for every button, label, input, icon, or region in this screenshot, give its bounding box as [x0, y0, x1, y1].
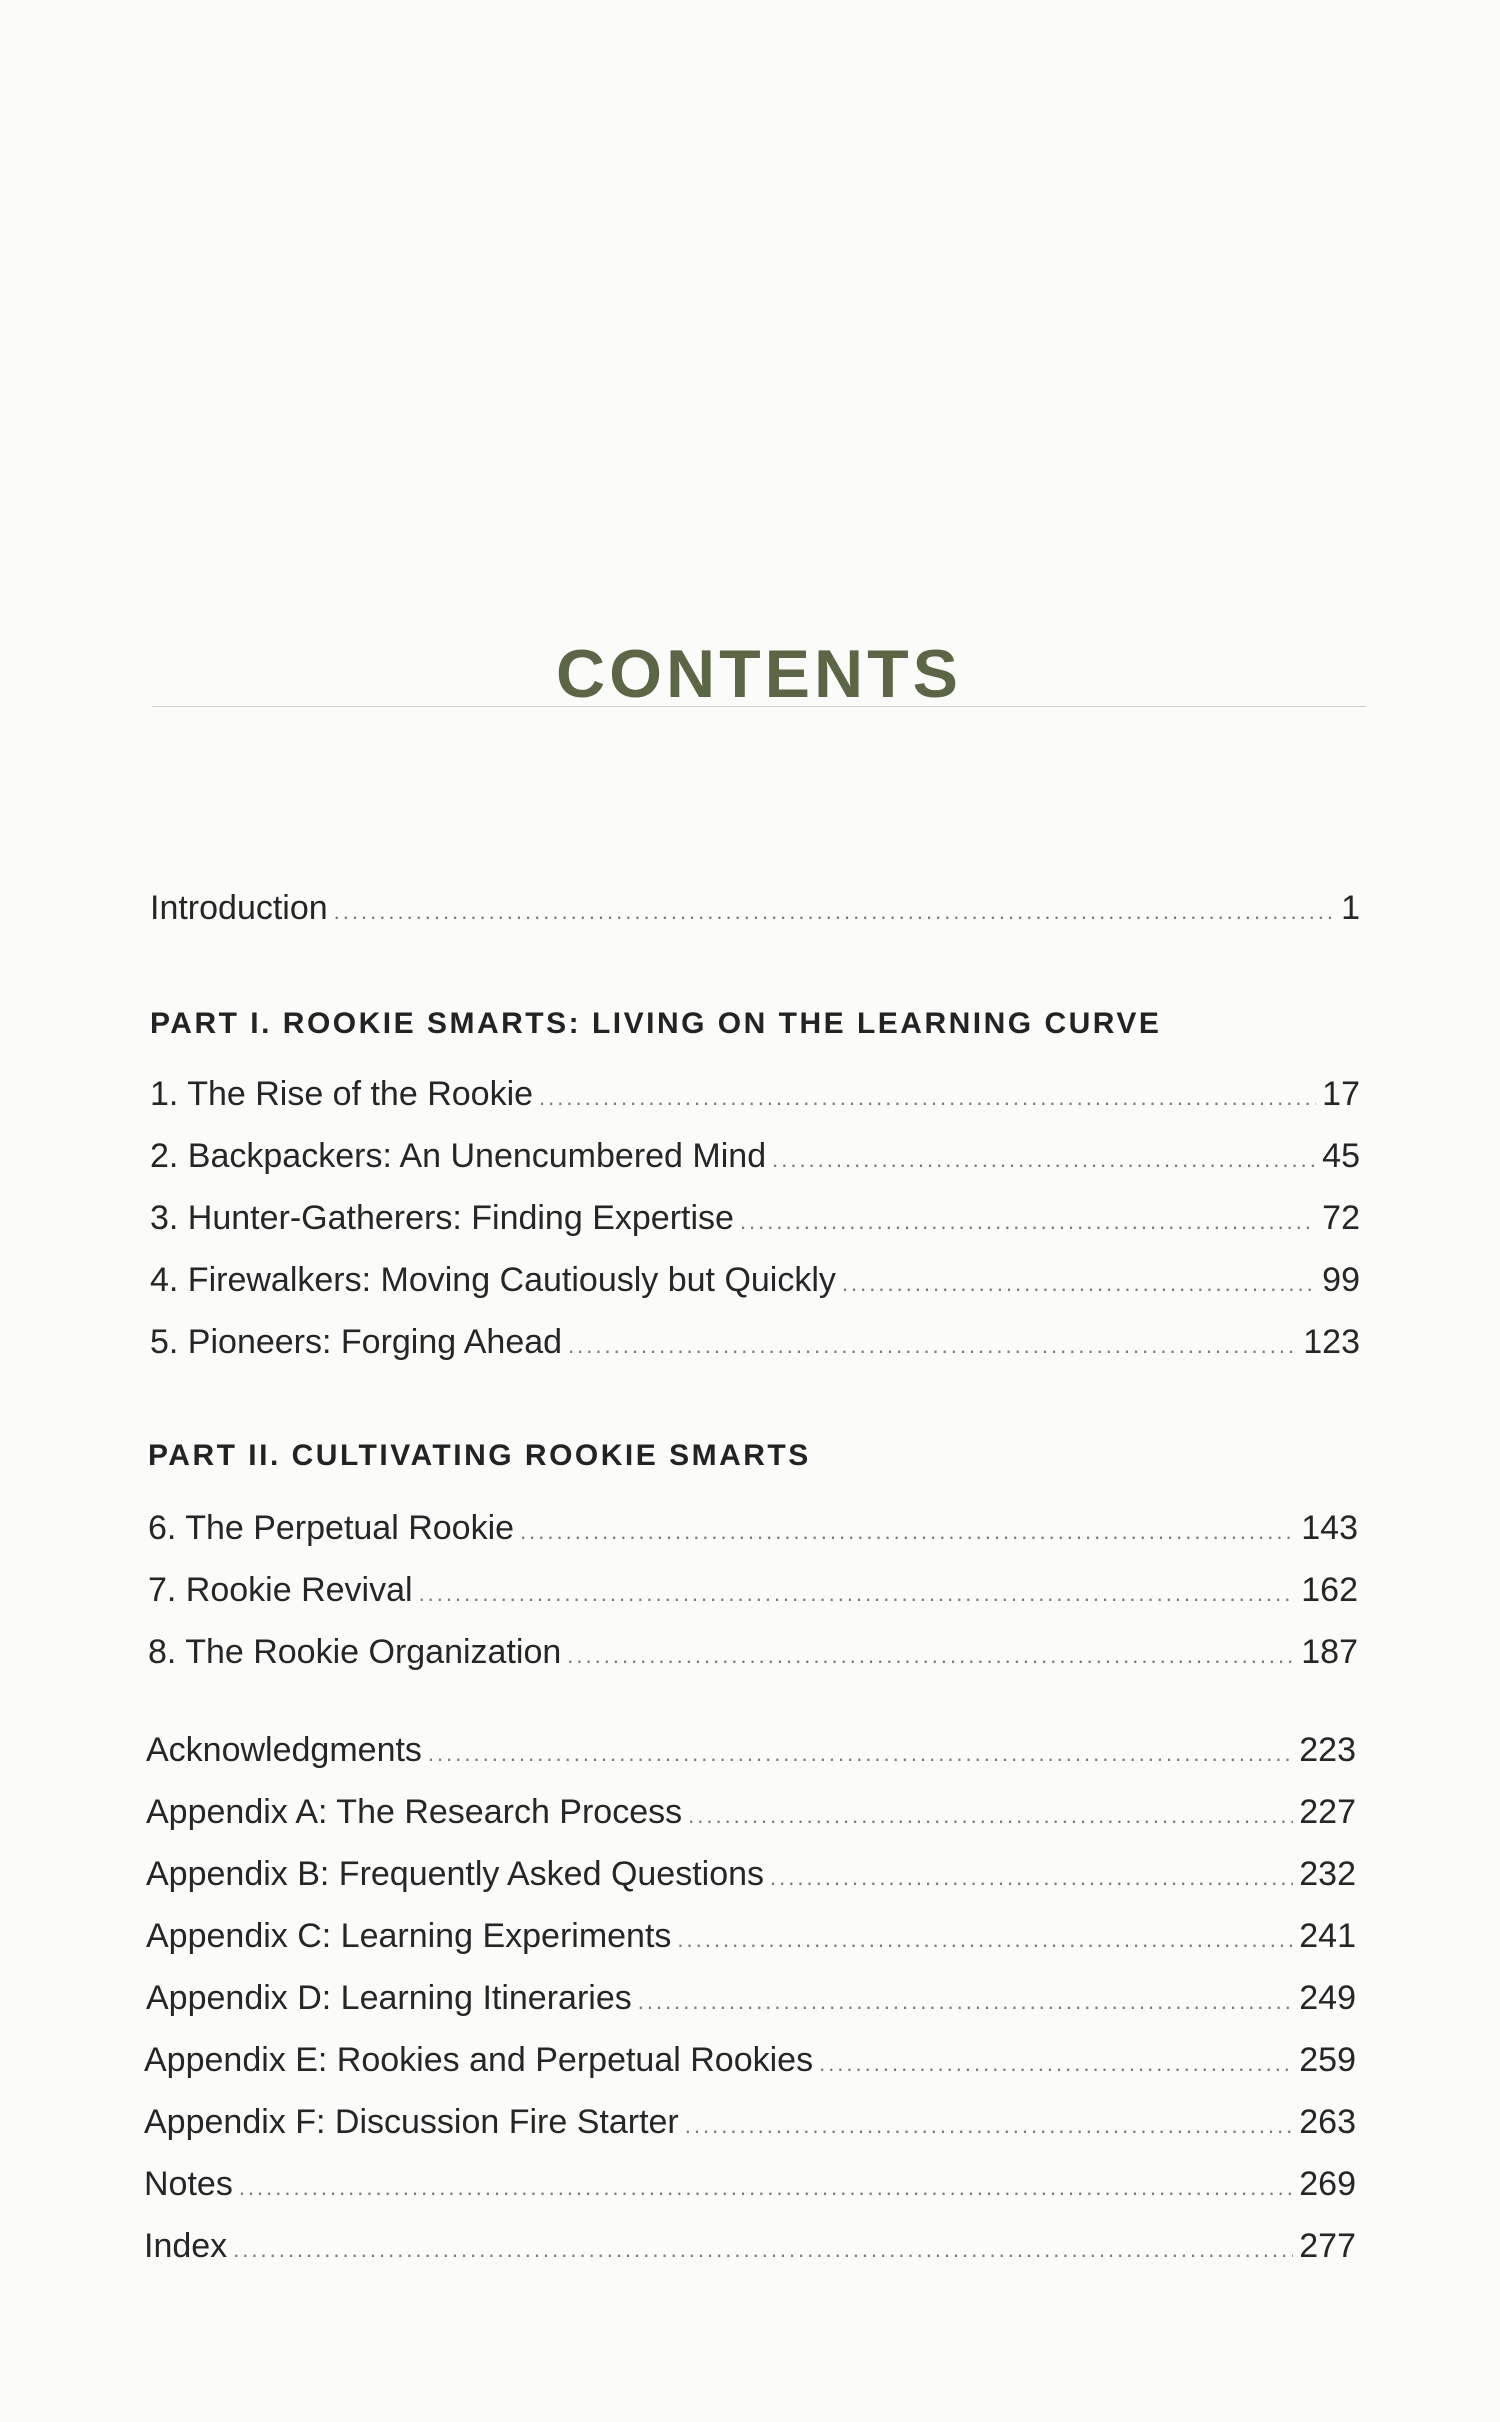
toc-entry-label: 3. Hunter-Gatherers: Finding Expertise	[150, 1199, 734, 1237]
toc-entry-appendix-c[interactable]	[146, 1914, 1356, 1958]
toc-entry-label: 7. Rookie Revival	[148, 1571, 413, 1609]
toc-entry-label: 8. The Rookie Organization	[148, 1633, 562, 1671]
toc-entry-chapter-1[interactable]	[150, 1072, 1360, 1116]
toc-entry-chapter-7[interactable]	[148, 1568, 1358, 1612]
dot-leader	[520, 1510, 1295, 1554]
toc-entry-label: Appendix A: The Research Process	[146, 1793, 683, 1831]
toc-entry-page: 72	[1322, 1199, 1360, 1237]
page-title: CONTENTS	[556, 636, 962, 712]
toc-entry-label: 1. The Rise of the Rookie	[150, 1075, 534, 1113]
toc-entry-label: Introduction	[150, 889, 328, 927]
toc-entry-page: 143	[1301, 1509, 1358, 1547]
toc-entry-page: 232	[1299, 1855, 1356, 1893]
toc-entry-chapter-3[interactable]	[150, 1196, 1360, 1240]
toc-entry-page: 99	[1322, 1261, 1360, 1299]
toc-entry-chapter-8[interactable]	[148, 1630, 1358, 1674]
toc-entry-label: Appendix E: Rookies and Perpetual Rookies	[144, 2041, 814, 2079]
dot-leader	[819, 2042, 1293, 2086]
toc-entry-acknowledgments[interactable]	[146, 1728, 1356, 1772]
toc-entry-page: 263	[1299, 2103, 1356, 2141]
toc-entry-index[interactable]	[144, 2224, 1356, 2268]
dot-leader	[568, 1324, 1297, 1368]
toc-entry-label: Acknowledgments	[146, 1731, 422, 1769]
toc-entry-appendix-a[interactable]	[146, 1790, 1356, 1834]
dot-leader	[685, 2104, 1294, 2148]
toc-entry-page: 223	[1299, 1731, 1356, 1769]
part-2-title: PART II. CULTIVATING ROOKIE SMARTS	[148, 1439, 811, 1472]
toc-entry-introduction[interactable]	[150, 886, 1360, 930]
toc-entry-label: 2. Backpackers: An Unencumbered Mind	[150, 1137, 767, 1175]
toc-entry-chapter-5[interactable]	[150, 1320, 1360, 1364]
toc-entry-label: Appendix D: Learning Itineraries	[146, 1979, 632, 2017]
toc-entry-label: Appendix B: Frequently Asked Questions	[146, 1855, 765, 1893]
dot-leader	[677, 1918, 1293, 1962]
toc-entry-appendix-e[interactable]	[144, 2038, 1356, 2082]
dot-leader	[740, 1200, 1316, 1244]
toc-entry-page: 162	[1301, 1571, 1358, 1609]
toc-entry-label: Index	[144, 2227, 228, 2265]
toc-entry-chapter-4[interactable]	[150, 1258, 1360, 1302]
dot-leader	[770, 1856, 1293, 1900]
toc-entry-page: 269	[1299, 2165, 1356, 2203]
dot-leader	[334, 890, 1335, 934]
part-1-title: PART I. ROOKIE SMARTS: LIVING ON THE LEARNING CURVE	[150, 1007, 1162, 1040]
dot-leader	[688, 1794, 1293, 1838]
toc-entry-label: Appendix F: Discussion Fire Starter	[144, 2103, 679, 2141]
toc-entry-page: 241	[1299, 1917, 1356, 1955]
toc-entry-appendix-f[interactable]	[144, 2100, 1356, 2144]
toc-entry-notes[interactable]	[144, 2162, 1356, 2206]
toc-entry-page: 227	[1299, 1793, 1356, 1831]
toc-entry-label: 6. The Perpetual Rookie	[148, 1509, 515, 1547]
dot-leader	[842, 1262, 1316, 1306]
toc-entry-page: 17	[1322, 1075, 1360, 1113]
dot-leader	[539, 1076, 1316, 1120]
dot-leader	[772, 1138, 1316, 1182]
toc-entry-page: 123	[1303, 1323, 1360, 1361]
dot-leader	[233, 2228, 1293, 2272]
dot-leader	[419, 1572, 1296, 1616]
toc-entry-label: 4. Firewalkers: Moving Cautiously but Quickly	[150, 1261, 836, 1299]
toc-entry-appendix-b[interactable]	[146, 1852, 1356, 1896]
toc-entry-page: 1	[1341, 889, 1360, 927]
dot-leader	[239, 2166, 1293, 2210]
toc-entry-page: 187	[1301, 1633, 1358, 1671]
toc-entry-page: 277	[1299, 2227, 1356, 2265]
toc-entry-label: Notes	[144, 2165, 233, 2203]
contents-heading-block	[152, 636, 1366, 712]
toc-entry-chapter-2[interactable]	[150, 1134, 1360, 1178]
toc-entry-label: Appendix C: Learning Experiments	[146, 1917, 672, 1955]
toc-entry-page: 45	[1322, 1137, 1360, 1175]
toc-entry-appendix-d[interactable]	[146, 1976, 1356, 2020]
toc-entry-chapter-6[interactable]	[148, 1506, 1358, 1550]
dot-leader	[638, 1980, 1294, 2024]
toc-entry-page: 259	[1299, 2041, 1356, 2079]
dot-leader	[567, 1634, 1295, 1678]
toc-entry-label: 5. Pioneers: Forging Ahead	[150, 1323, 563, 1361]
toc-entry-page: 249	[1299, 1979, 1356, 2017]
dot-leader	[428, 1732, 1293, 1776]
